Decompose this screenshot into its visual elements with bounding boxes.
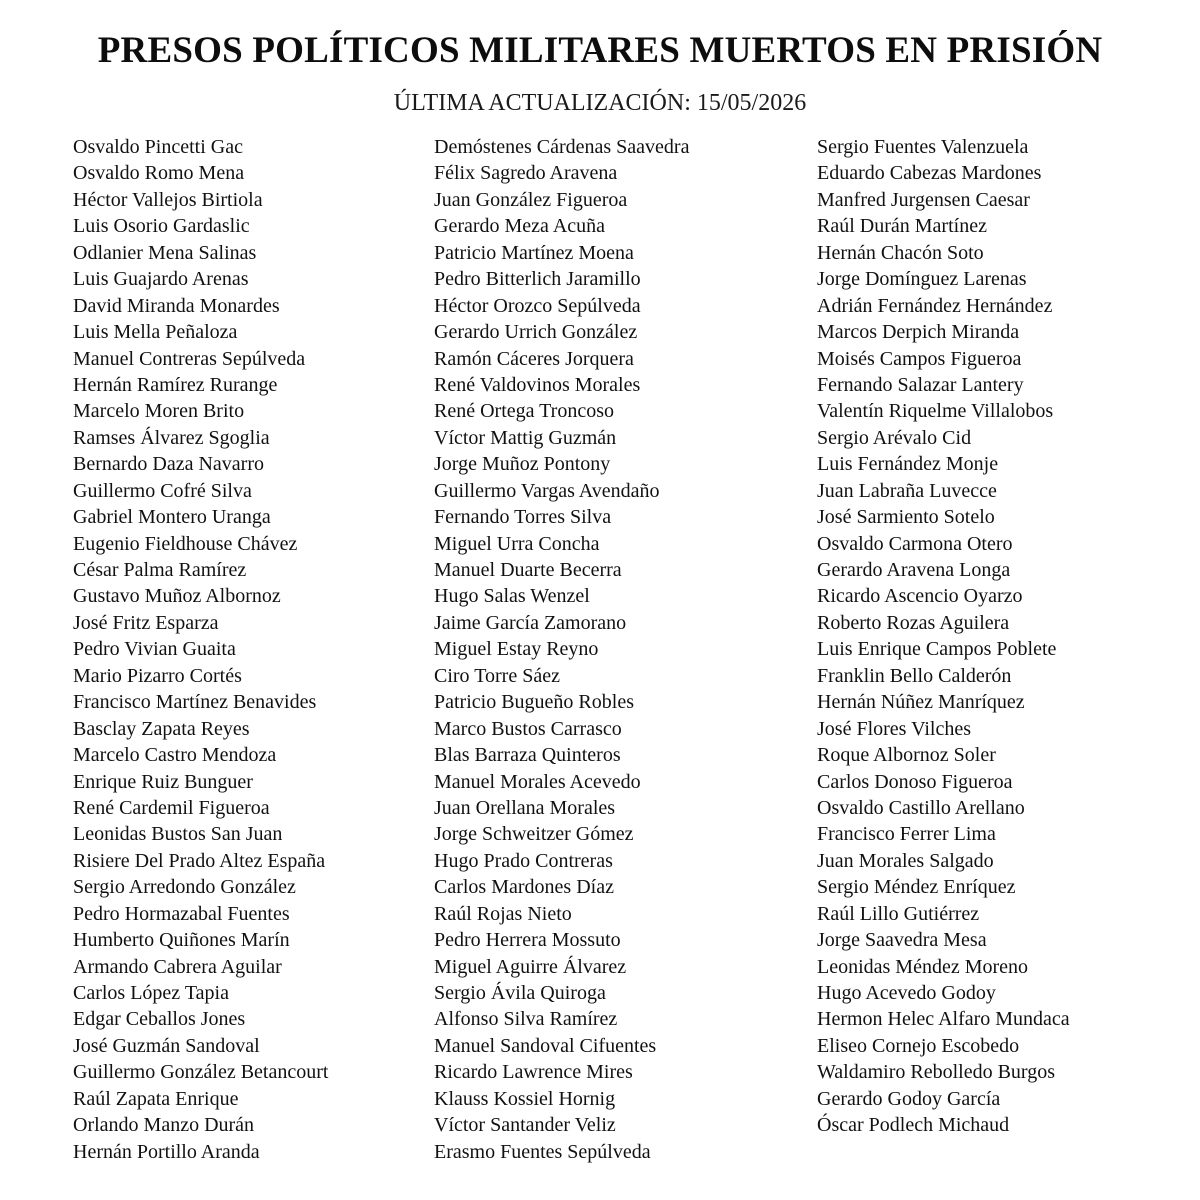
name-entry: Juan Orellana Morales	[434, 796, 616, 819]
name-entry: Pedro Vivian Guaita	[73, 638, 236, 661]
name-entry: Klauss Kossiel Hornig	[434, 1087, 616, 1110]
name-entry: Manuel Contreras Sepúlveda	[73, 347, 306, 370]
name-entry: Juan Morales Salgado	[817, 849, 994, 872]
names-column-3	[817, 134, 1070, 1139]
name-entry: Manuel Duarte Becerra	[434, 559, 622, 581]
name-entry: Edgar Ceballos Jones	[73, 1008, 246, 1031]
name-entry: Marcelo Moren Brito	[73, 400, 245, 423]
name-entry: Adrián Fernández Hernández	[817, 294, 1053, 317]
name-entry: Raúl Zapata Enrique	[73, 1087, 239, 1110]
name-entry: Pedro Hormazabal Fuentes	[73, 902, 290, 925]
name-entry: Jorge Domínguez Larenas	[817, 268, 1027, 291]
name-entry: Roque Albornoz Soler	[817, 744, 996, 767]
name-entry: Osvaldo Romo Mena	[73, 162, 245, 185]
name-entry: Leonidas Bustos San Juan	[73, 823, 283, 846]
name-entry: Osvaldo Castillo Arellano	[817, 796, 1025, 819]
name-entry: Manfred Jurgensen Caesar	[817, 188, 1030, 211]
name-entry: Sergio Arévalo Cid	[817, 426, 972, 449]
name-entry: Héctor Vallejos Birtiola	[73, 188, 263, 211]
name-entry: Demóstenes Cárdenas Saavedra	[434, 136, 690, 158]
name-entry: Hugo Salas Wenzel	[434, 585, 590, 608]
name-entry: Erasmo Fuentes Sepúlveda	[434, 1140, 651, 1163]
name-entry: Félix Sagredo Aravena	[434, 162, 618, 185]
name-entry: José Sarmiento Sotelo	[817, 506, 995, 529]
name-entry: Luis Mella Peñaloza	[73, 321, 238, 344]
name-entry: Víctor Santander Veliz	[434, 1114, 616, 1137]
name-entry: Mario Pizarro Cortés	[73, 664, 242, 687]
name-entry: José Fritz Esparza	[73, 611, 219, 634]
name-entry: Manuel Morales Acevedo	[434, 770, 641, 793]
name-entry: Gustavo Muñoz Albornoz	[73, 585, 281, 608]
name-entry: Odlanier Mena Salinas	[73, 241, 257, 264]
name-entry: Hernán Ramírez Rurange	[73, 373, 278, 396]
name-entry: Patricio Martínez Moena	[434, 241, 634, 264]
name-entry: Luis Osorio Gardaslic	[73, 215, 250, 238]
name-entry: Marcos Derpich Miranda	[817, 321, 1020, 344]
name-entry: Luis Enrique Campos Poblete	[817, 638, 1057, 661]
name-entry: Gerardo Urrich González	[434, 321, 638, 344]
name-entry: Hugo Prado Contreras	[434, 849, 613, 872]
name-entry: Armando Cabrera Aguilar	[73, 955, 282, 978]
name-entry: Eugenio Fieldhouse Chávez	[73, 532, 298, 555]
name-entry: Juan González Figueroa	[434, 188, 628, 211]
name-entry: Francisco Martínez Benavides	[73, 691, 317, 714]
name-entry: Miguel Urra Concha	[434, 532, 600, 555]
name-entry: René Ortega Troncoso	[434, 400, 614, 423]
name-entry: Óscar Podlech Michaud	[817, 1114, 1010, 1137]
name-entry: Pedro Bitterlich Jaramillo	[434, 268, 641, 291]
name-entry: Fernando Salazar Lantery	[817, 373, 1024, 396]
name-entry: Marcelo Castro Mendoza	[73, 744, 277, 767]
name-entry: Luis Fernández Monje	[817, 453, 999, 476]
name-entry: Ricardo Ascencio Oyarzo	[817, 585, 1023, 608]
name-entry: Raúl Rojas Nieto	[434, 902, 572, 925]
name-entry: Ramses Álvarez Sgoglia	[73, 426, 270, 449]
name-entry: Basclay Zapata Reyes	[73, 717, 250, 740]
name-entry: Hermon Helec Alfaro Mundaca	[817, 1008, 1070, 1031]
name-entry: Francisco Ferrer Lima	[817, 823, 996, 846]
name-entry: Gerardo Aravena Longa	[817, 559, 1011, 581]
name-entry: Hernán Portillo Aranda	[73, 1140, 260, 1163]
page-title: PRESOS POLÍTICOS MILITARES MUERTOS EN PRISIÓN	[97, 30, 1103, 71]
name-entry: Moisés Campos Figueroa	[817, 347, 1022, 370]
name-entry: Eduardo Cabezas Mardones	[817, 162, 1042, 185]
name-entry: Blas Barraza Quinteros	[434, 744, 621, 767]
name-entry: José Flores Vilches	[817, 717, 971, 740]
name-entry: Ricardo Lawrence Mires	[434, 1061, 633, 1084]
name-entry: Gabriel Montero Uranga	[73, 506, 271, 529]
name-entry: Miguel Estay Reyno	[434, 638, 599, 661]
name-entry: Gerardo Meza Acuña	[434, 215, 606, 238]
name-entry: Raúl Lillo Gutiérrez	[817, 902, 980, 925]
name-entry: Franklin Bello Calderón	[817, 664, 1012, 687]
name-entry: Osvaldo Carmona Otero	[817, 532, 1013, 555]
name-entry: Waldamiro Rebolledo Burgos	[817, 1061, 1055, 1084]
name-entry: Alfonso Silva Ramírez	[434, 1008, 618, 1031]
name-entry: René Valdovinos Morales	[434, 373, 641, 396]
name-entry: Fernando Torres Silva	[434, 506, 612, 529]
name-entry: Jorge Muñoz Pontony	[434, 453, 611, 476]
name-entry: Hernán Chacón Soto	[817, 241, 984, 264]
name-entry: Ramón Cáceres Jorquera	[434, 347, 634, 370]
name-entry: Carlos Donoso Figueroa	[817, 770, 1013, 793]
name-entry: Luis Guajardo Arenas	[73, 268, 249, 291]
name-entry: Guillermo González Betancourt	[73, 1061, 329, 1084]
name-entry: Gerardo Godoy García	[817, 1087, 1001, 1110]
name-entry: Jorge Saavedra Mesa	[817, 929, 987, 952]
name-entry: Víctor Mattig Guzmán	[434, 426, 617, 449]
name-entry: Pedro Herrera Mossuto	[434, 929, 621, 952]
name-entry: Carlos López Tapia	[73, 982, 229, 1004]
name-entry: Héctor Orozco Sepúlveda	[434, 294, 641, 317]
name-entry: Bernardo Daza Navarro	[73, 453, 265, 476]
name-entry: Hernán Núñez Manríquez	[817, 691, 1025, 714]
name-entry: Carlos Mardones Díaz	[434, 876, 614, 899]
names-column-1	[73, 134, 328, 1165]
name-entry: Guillermo Cofré Silva	[73, 479, 252, 502]
name-entry: Marco Bustos Carrasco	[434, 717, 622, 740]
name-entry: Eliseo Cornejo Escobedo	[817, 1034, 1020, 1057]
name-entry: Orlando Manzo Durán	[73, 1114, 255, 1137]
name-entry: José Guzmán Sandoval	[73, 1034, 260, 1057]
names-column-2	[434, 134, 689, 1165]
name-entry: Sergio Fuentes Valenzuela	[817, 136, 1029, 158]
name-entry: Guillermo Vargas Avendaño	[434, 479, 660, 502]
name-entry: Miguel Aguirre Álvarez	[434, 955, 627, 978]
name-entry: Roberto Rozas Aguilera	[817, 611, 1010, 634]
name-entry: Juan Labraña Luvecce	[817, 479, 997, 502]
name-entry: Jorge Schweitzer Gómez	[434, 823, 634, 846]
name-entry: René Cardemil Figueroa	[73, 796, 270, 819]
name-entry: Ciro Torre Sáez	[434, 664, 560, 687]
name-entry: César Palma Ramírez	[73, 559, 247, 581]
name-entry: Valentín Riquelme Villalobos	[817, 400, 1054, 423]
name-entry: Humberto Quiñones Marín	[73, 929, 290, 952]
name-entry: Osvaldo Pincetti Gac	[73, 136, 243, 158]
name-entry: Sergio Ávila Quiroga	[434, 982, 606, 1004]
name-entry: Hugo Acevedo Godoy	[817, 982, 996, 1004]
last-updated-subtitle: ÚLTIMA ACTUALIZACIÓN: 15/05/2026	[393, 90, 807, 116]
name-entry: Manuel Sandoval Cifuentes	[434, 1034, 657, 1057]
name-entry: Sergio Méndez Enríquez	[817, 876, 1016, 899]
name-entry: Raúl Durán Martínez	[817, 215, 987, 238]
name-entry: Jaime García Zamorano	[434, 611, 627, 634]
name-entry: Leonidas Méndez Moreno	[817, 955, 1029, 978]
name-entry: Enrique Ruiz Bunguer	[73, 770, 253, 793]
name-entry: Sergio Arredondo González	[73, 876, 296, 899]
name-entry: Risiere Del Prado Altez España	[73, 849, 326, 872]
name-entry: Patricio Bugueño Robles	[434, 691, 634, 714]
name-entry: David Miranda Monardes	[73, 294, 280, 317]
